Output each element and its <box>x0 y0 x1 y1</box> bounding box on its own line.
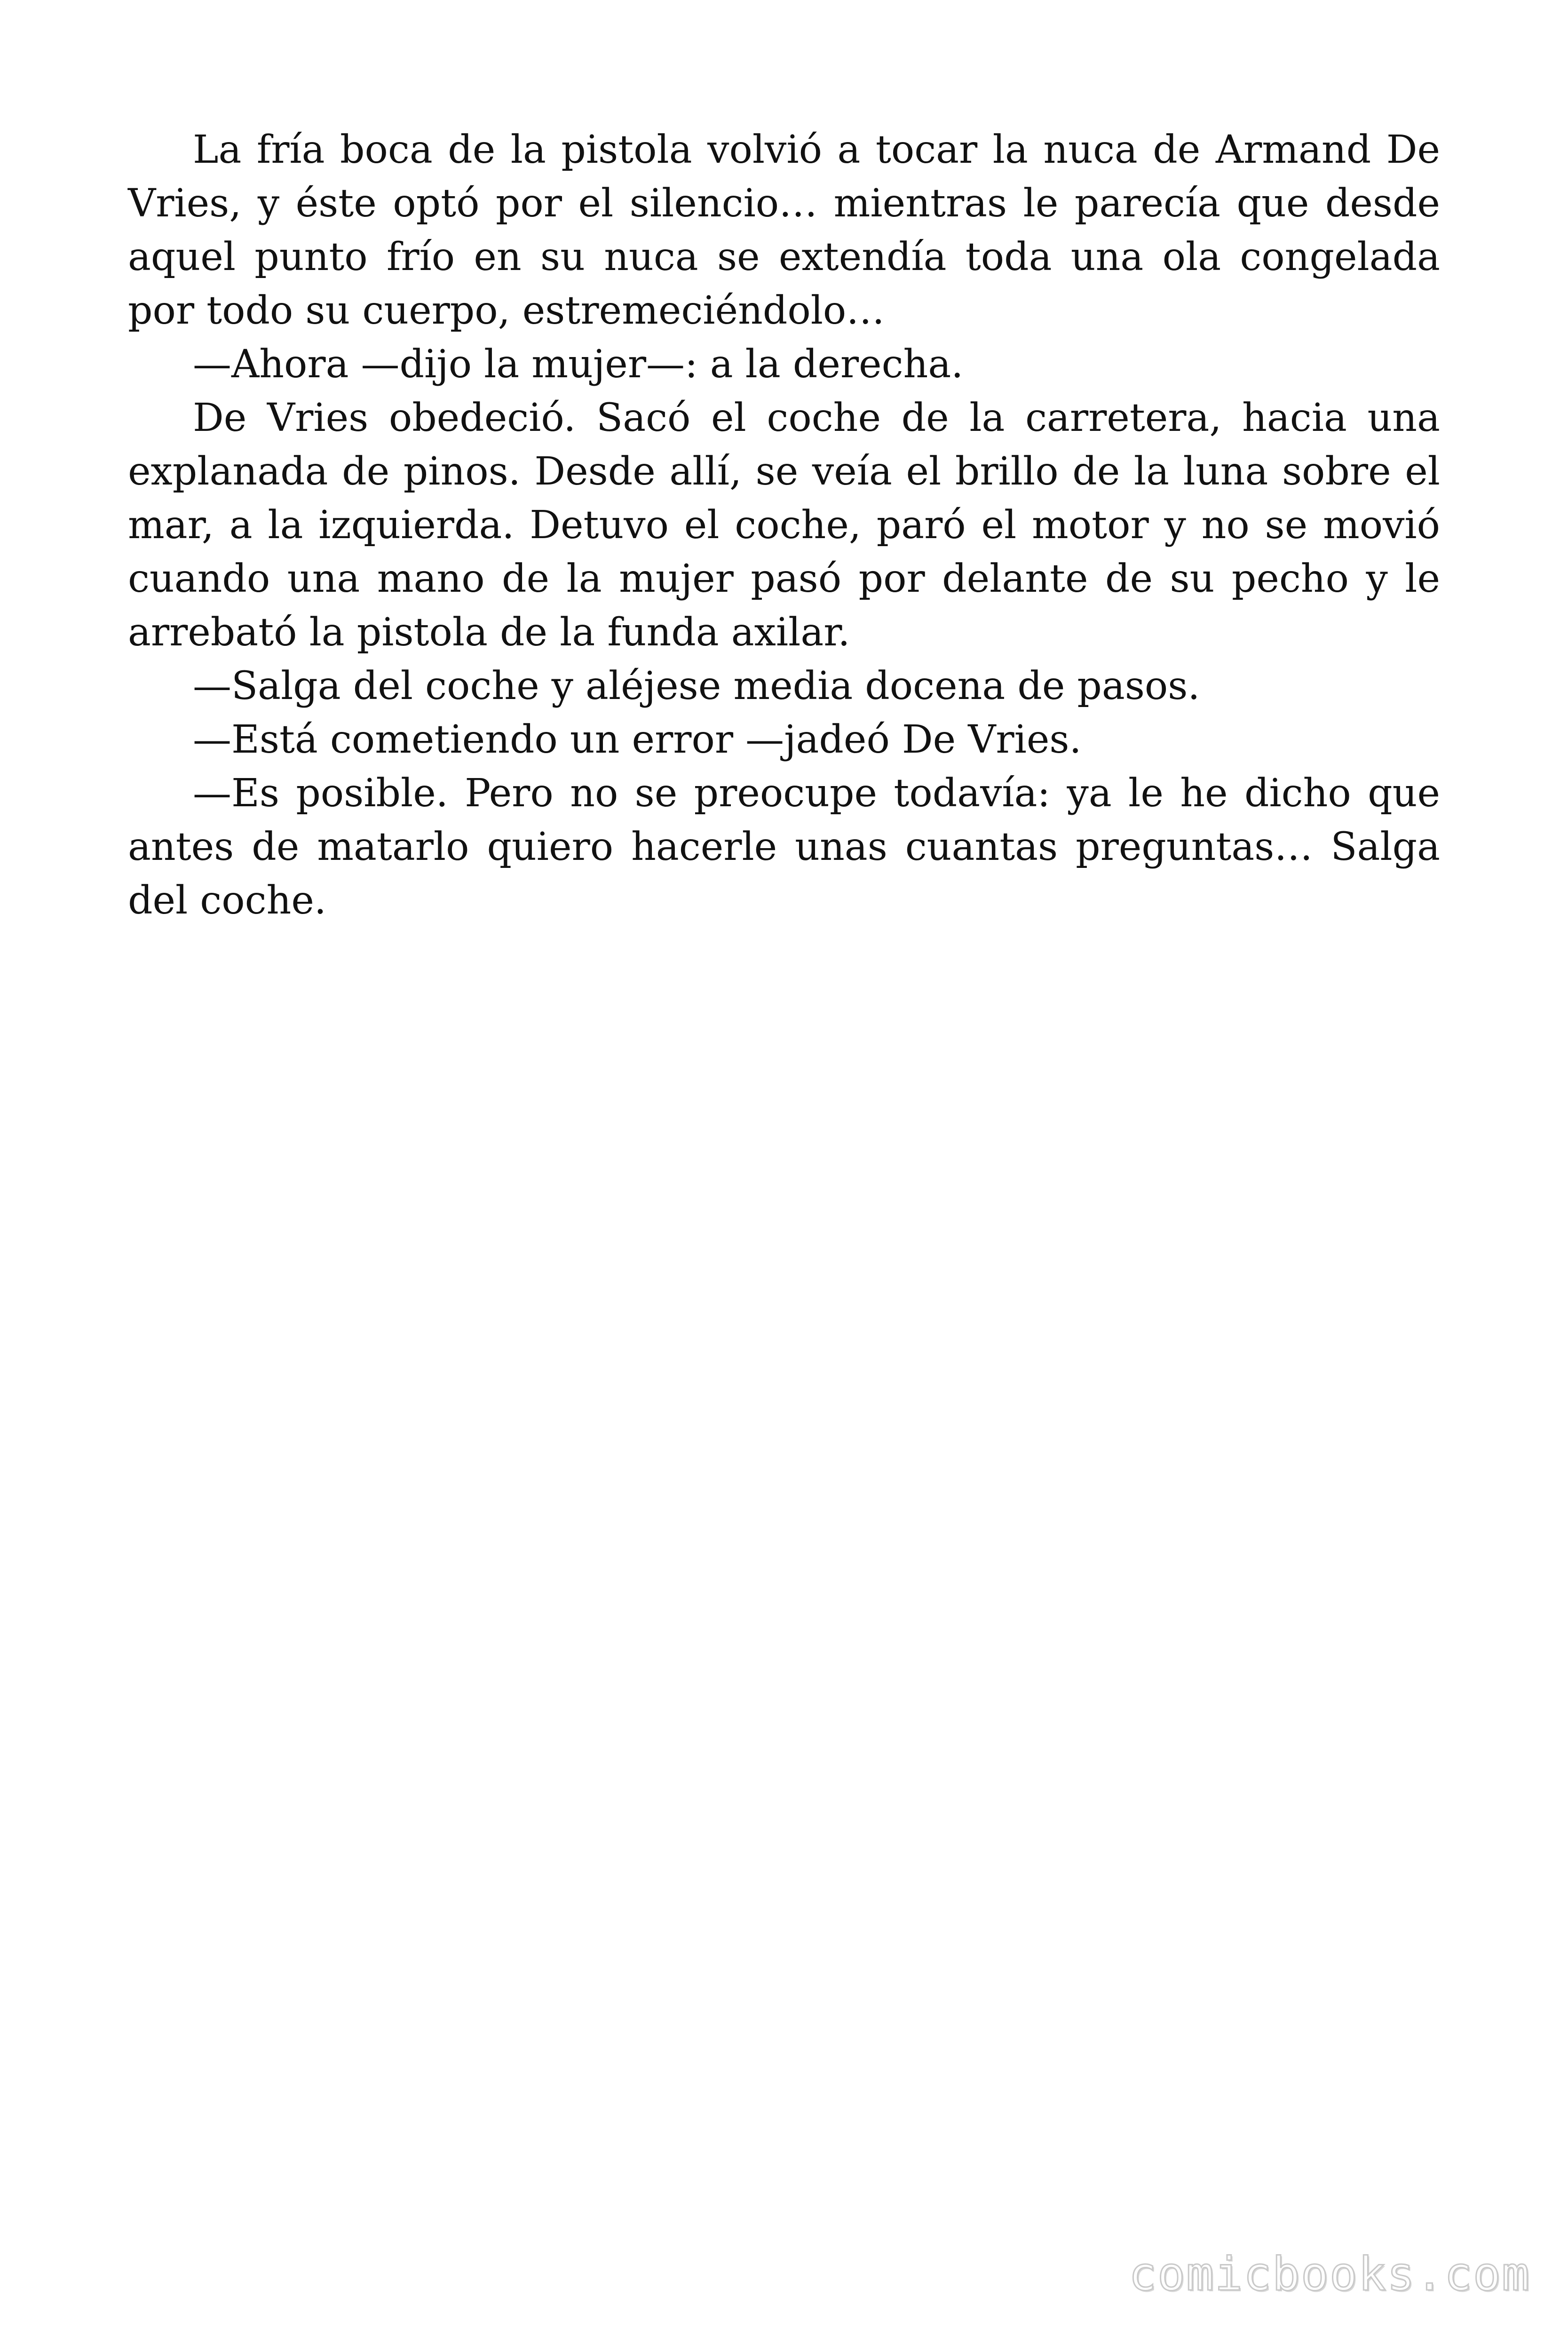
paragraph: —Está cometiendo un error —jadeó De Vries. <box>193 717 1082 762</box>
paragraph: De Vries obedeció. Sacó el coche de la carretera, hacia una explanada de pinos. Desde allí, se veía el brillo de la luna sobre el mar, a la izquierda. Detuvo el coche, paró el motor y no se movió cuando una mano de la mujer pasó por delante de su pecho y le arrebató la pistola de la funda axilar. <box>128 396 1440 655</box>
paragraph: —Es posible. Pero no se preocupe todavía: ya le he dicho que antes de matarlo quiero hacerle unas cuantas preguntas… Salga del coche. <box>128 771 1440 923</box>
paragraph: La fría boca de la pistola volvió a tocar la nuca de Armand De Vries, y éste optó por el silencio… mientras le parecía que desde aquel punto frío en su nuca se extendía toda una ola congelada por todo su cuerpo, estremeciéndolo… <box>128 127 1440 333</box>
watermark: comicbooks.com <box>1128 2248 1530 2301</box>
paragraph: —Ahora —dijo la mujer—: a la derecha. <box>193 342 964 387</box>
body-text <box>128 123 1440 928</box>
paragraph: —Salga del coche y aléjese media docena de pasos. <box>193 664 1200 708</box>
